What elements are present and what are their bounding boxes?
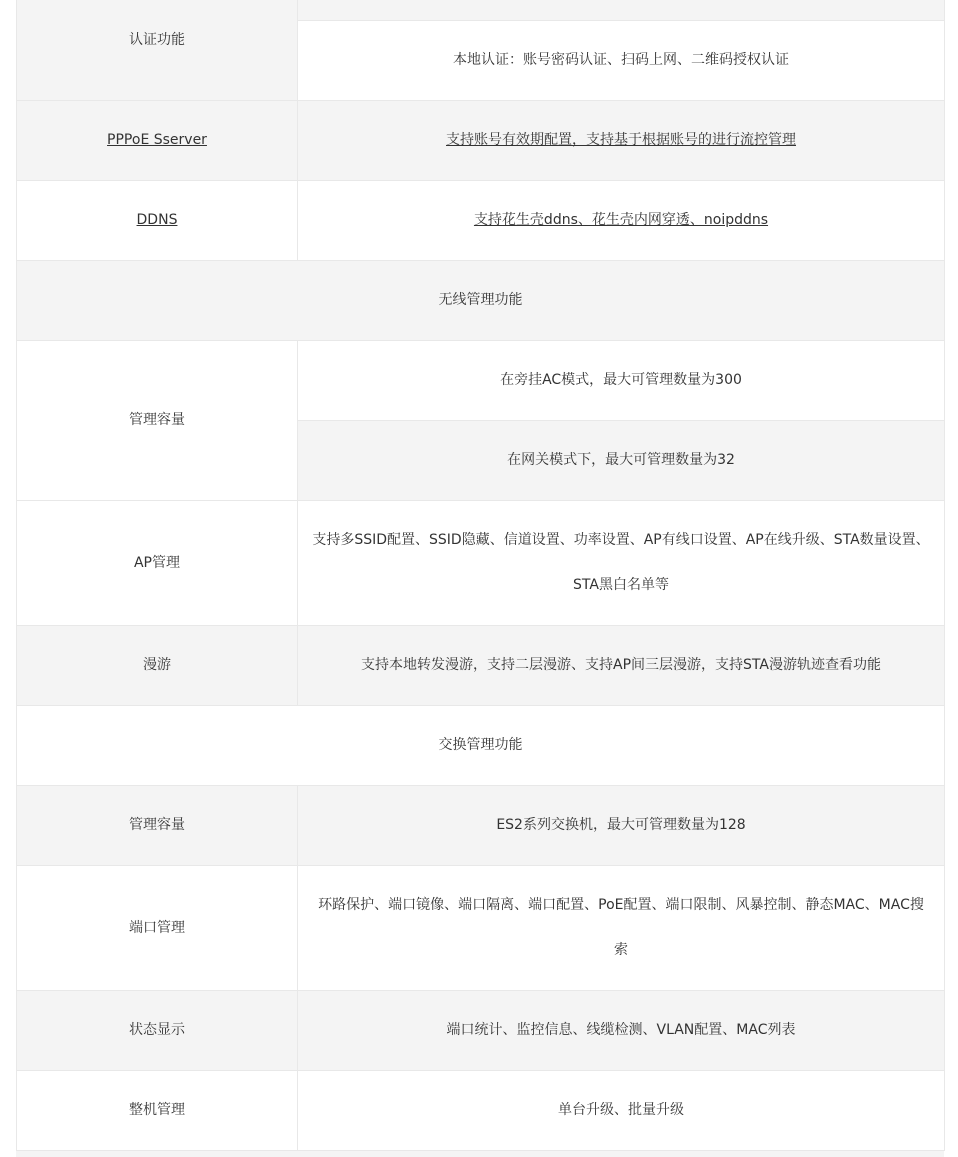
table-row bbox=[17, 991, 945, 1071]
device-mgmt-label: 整机管理 bbox=[17, 1071, 298, 1151]
table-row bbox=[17, 101, 945, 181]
table-row bbox=[17, 501, 945, 626]
auth-label: 认证功能 bbox=[17, 0, 298, 101]
ddns-value-link[interactable]: 支持花生壳ddns、花生壳内网穿透、noipddns bbox=[473, 212, 769, 228]
pppoe-label-link[interactable]: PPPoE Sserver bbox=[107, 132, 207, 148]
status-value: 端口统计、监控信息、线缆检测、VLAN配置、MAC列表 bbox=[298, 991, 945, 1071]
ap-mgmt-value: 支持多SSID配置、SSID隐藏、信道设置、功率设置、AP有线口设置、AP在线升级、STA数量设置、STA黑白名单等 bbox=[298, 501, 945, 626]
spec-table bbox=[16, 0, 945, 1151]
sw-capacity-label: 管理容量 bbox=[17, 786, 298, 866]
table-row bbox=[17, 341, 945, 421]
wl-capacity-value-2: 在网关模式下，最大可管理数量为32 bbox=[298, 421, 945, 501]
wl-capacity-label: 管理容量 bbox=[17, 341, 298, 501]
table-row bbox=[17, 1071, 945, 1151]
section-row bbox=[17, 261, 945, 341]
switch-section-heading: 交换管理功能 bbox=[17, 706, 945, 786]
roaming-label: 漫游 bbox=[17, 626, 298, 706]
ddns-label-cell bbox=[17, 181, 298, 261]
table-row bbox=[17, 626, 945, 706]
status-label: 状态显示 bbox=[17, 991, 298, 1071]
auth-value: 本地认证：账号密码认证、扫码上网、二维码授权认证 bbox=[298, 21, 945, 101]
pppoe-value-link[interactable]: 支持账号有效期配置，支持基于根据账号的进行流控管理 bbox=[446, 132, 796, 148]
port-mgmt-label: 端口管理 bbox=[17, 866, 298, 991]
pppoe-label-cell bbox=[17, 101, 298, 181]
table-row bbox=[17, 0, 945, 21]
roaming-value: 支持本地转发漫游，支持二层漫游、支持AP间三层漫游，支持STA漫游轨迹查看功能 bbox=[298, 626, 945, 706]
section-row bbox=[17, 706, 945, 786]
wl-capacity-value-1: 在旁挂AC模式，最大可管理数量为300 bbox=[298, 341, 945, 421]
ddns-label-link[interactable]: DDNS bbox=[136, 212, 178, 228]
device-mgmt-value: 单台升级、批量升级 bbox=[298, 1071, 945, 1151]
next-row-edge bbox=[16, 1150, 944, 1157]
ddns-value-cell bbox=[298, 181, 945, 261]
sw-capacity-value: ES2系列交换机，最大可管理数量为128 bbox=[298, 786, 945, 866]
port-mgmt-value: 环路保护、端口镜像、端口隔离、端口配置、PoE配置、端口限制、风暴控制、静态MAC、MAC搜索 bbox=[298, 866, 945, 991]
wireless-section-heading: 无线管理功能 bbox=[17, 261, 945, 341]
table-row bbox=[17, 866, 945, 991]
pppoe-value-cell bbox=[298, 101, 945, 181]
table-row bbox=[17, 786, 945, 866]
ap-mgmt-label: AP管理 bbox=[17, 501, 298, 626]
table-row bbox=[17, 181, 945, 261]
auth-value-blank bbox=[298, 0, 945, 21]
